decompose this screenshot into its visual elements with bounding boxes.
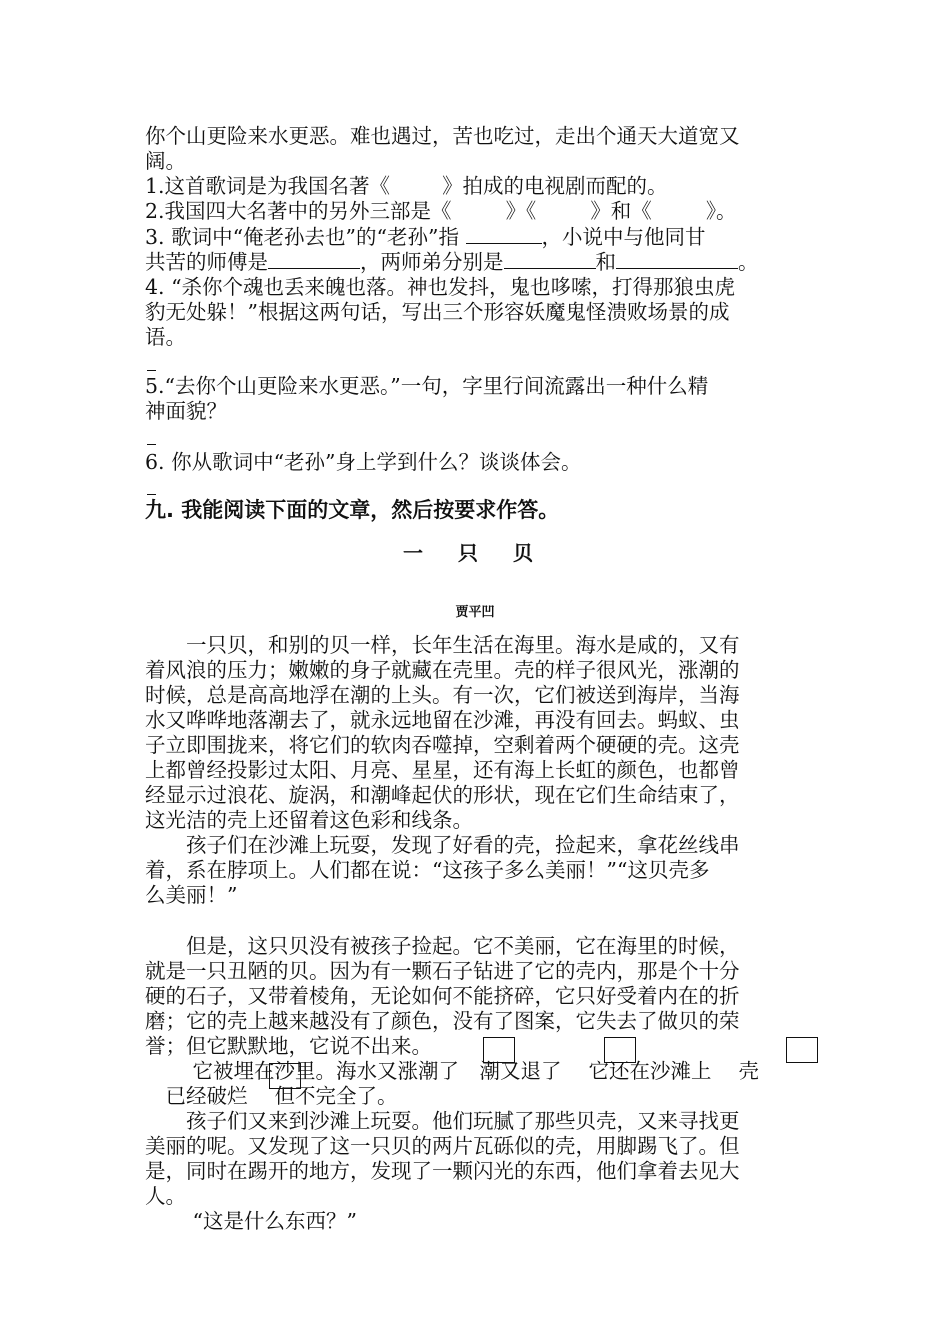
question-text: 2.我国四大名著中的另外三部是《 — [145, 199, 452, 223]
question-4: 豹无处躲！”根据这两句话，写出三个形容妖魔鬼怪溃败场景的成 — [145, 300, 730, 324]
answer-blank[interactable] — [616, 250, 738, 269]
answer-line[interactable] — [147, 370, 156, 371]
article-title: 一 只 贝 — [403, 541, 547, 565]
article-line: “这是什么东西？” — [145, 1209, 357, 1233]
section-heading: 九. 我能阅读下面的文章，然后按要求作答。 — [145, 498, 560, 522]
answer-blank[interactable] — [466, 225, 542, 244]
question-4: 4. “杀你个魂也丢来魄也落。神也发抖，鬼也哆嗦，打得那狼虫虎 — [145, 275, 736, 299]
article-line: 誉；但它默默地，它说不出来。 — [145, 1034, 432, 1058]
question-5: 5.“去你个山更险来水更恶。”一句，字里行间流露出一种什么精 — [145, 374, 709, 398]
punctuation-box[interactable] — [786, 1037, 818, 1063]
question-4: 语。 — [145, 325, 186, 349]
article-line: 但是，这只贝没有被孩子捡起。它不美丽，它在海里的时候， — [145, 934, 740, 958]
article-line: 这光洁的壳上还留着这色彩和线条。 — [145, 808, 473, 832]
lyric-line: 阔。 — [145, 149, 186, 173]
article-line: 硬的石子，又带着棱角，无论如何不能挤碎，它只好受着内在的折 — [145, 984, 740, 1008]
question-text: ，两师弟分别是 — [360, 250, 504, 274]
answer-line[interactable] — [147, 494, 156, 495]
question-6: 6. 你从歌词中“老孙”身上学到什么？谈谈体会。 — [145, 450, 582, 474]
question-text: 》。 — [705, 199, 737, 223]
punctuation-box[interactable] — [269, 1063, 301, 1089]
article-line: 水又哗哗地落潮去了，就永远地留在沙滩，再没有回去。蚂蚁、虫 — [145, 708, 740, 732]
article-line: 着，系在脖项上。人们都在说：“这孩子多么美丽！”“这贝壳多 — [145, 858, 710, 882]
question-2 — [145, 199, 805, 223]
punctuation-box[interactable] — [483, 1037, 515, 1063]
question-1 — [145, 174, 805, 198]
article-line: 孩子们又来到沙滩上玩耍。他们玩腻了那些贝壳，又来寻找更 — [145, 1109, 740, 1133]
question-text: ，小说中与他同甘 — [541, 225, 706, 249]
article-line: 人。 — [145, 1184, 186, 1208]
question-text: 》拍成的电视剧而配的。 — [442, 174, 668, 198]
article-line: 子立即围拢来，将它们的软肉吞噬掉，空剩着两个硬硬的壳。这壳 — [145, 733, 740, 757]
article-line: 磨；它的壳上越来越没有了颜色，没有了图案，它失去了做贝的荣 — [145, 1009, 740, 1033]
article-line: 么美丽！” — [145, 883, 238, 907]
article-line: 一只贝，和别的贝一样，长年生活在海里。海水是咸的，又有 — [145, 633, 740, 657]
question-text: 》《 — [505, 199, 537, 223]
punctuation-box[interactable] — [604, 1037, 636, 1063]
article-line: 它被埋在沙里。海水又涨潮了 潮又退了 它还在沙滩上 壳 — [145, 1059, 760, 1083]
article-line: 是，同时在踢开的地方，发现了一颗闪光的东西，他们拿着去见大 — [145, 1159, 740, 1183]
question-text: 共苦的师傅是 — [145, 250, 268, 274]
article-line: 着风浪的压力；嫩嫩的身子就藏在壳里。壳的样子很风光，涨潮的 — [145, 658, 740, 682]
question-3-line-2 — [145, 250, 805, 274]
question-text: 1.这首歌词是为我国名著《 — [145, 174, 391, 198]
article-line: 经显示过浪花、旋涡，和潮峰起伏的形状，现在它们生命结束了， — [145, 783, 740, 807]
lyric-line: 你个山更险来水更恶。难也遇过，苦也吃过，走出个通天大道宽又 — [145, 124, 740, 148]
answer-blank[interactable] — [268, 250, 360, 269]
article-line: 孩子们在沙滩上玩耍，发现了好看的壳，捡起来，拿花丝线串 — [145, 833, 740, 857]
question-5: 神面貌？ — [145, 399, 227, 423]
article-line: 美丽的呢。又发现了这一只贝的两片瓦砾似的壳，用脚踢飞了。但 — [145, 1134, 740, 1158]
question-text: 和 — [595, 250, 616, 274]
article-line: 上都曾经投影过太阳、月亮、星星，还有海上长虹的颜色，也都曾 — [145, 758, 740, 782]
question-text: 》和《 — [590, 199, 652, 223]
question-3-line-1 — [145, 225, 805, 249]
article-line: 时候，总是高高地浮在潮的上头。有一次，它们被送到海岸，当海 — [145, 683, 740, 707]
answer-line[interactable] — [147, 444, 156, 445]
article-line: 已经破烂 但不完全了。 — [145, 1084, 398, 1108]
article-author: 贾平凹 — [455, 605, 495, 620]
question-text: 3. 歌词中“俺老孙去也”的“老孙”指 — [145, 225, 466, 249]
article-line: 就是一只丑陋的贝。因为有一颗石子钻进了它的壳内，那是个十分 — [145, 959, 740, 983]
answer-blank[interactable] — [504, 250, 596, 269]
question-text: 。 — [738, 250, 759, 274]
